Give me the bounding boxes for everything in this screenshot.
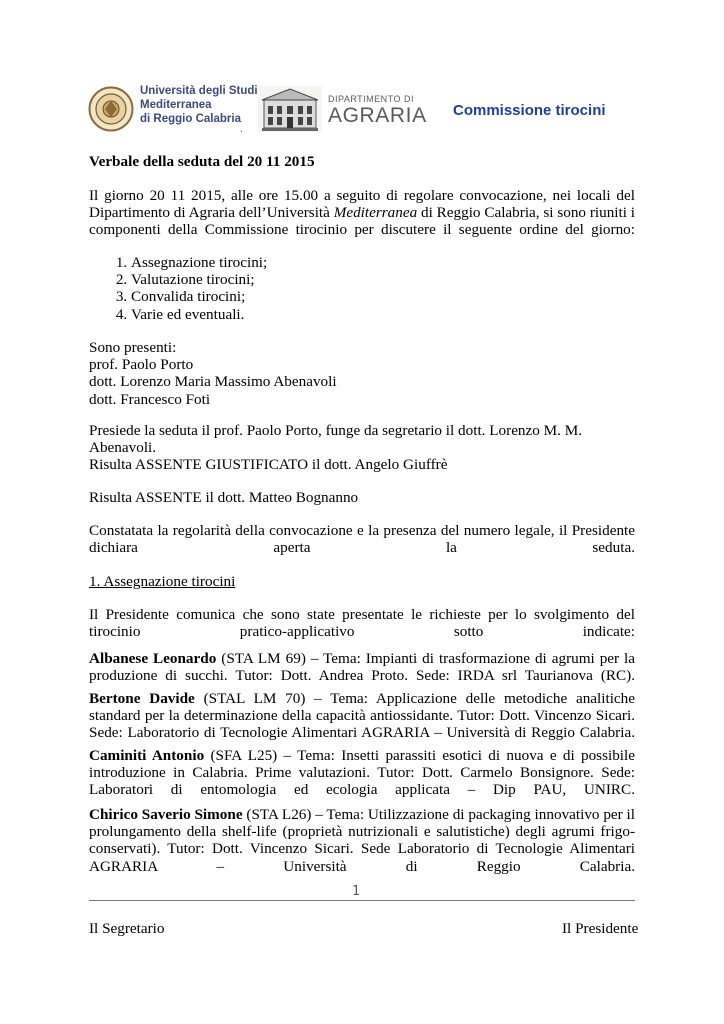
department-title: AGRARIA <box>328 104 427 127</box>
university-seal-icon <box>88 86 134 132</box>
student-name: Albanese Leonardo <box>89 650 217 667</box>
footer-divider <box>89 900 635 901</box>
university-name-line: di Reggio Calabria <box>140 113 241 125</box>
university-name-line: Università degli Studi <box>140 85 258 97</box>
university-logo <box>88 84 258 132</box>
section-intro: Il Presidente comunica che sono state presentate le richieste per lo svolgimento del tirocinio pratico-applicativo sotto indicate: <box>89 606 635 641</box>
separator-dot: . <box>240 124 243 135</box>
student-name: Caminiti Antonio <box>89 747 205 764</box>
entry-details: (STAL LM 70) – Tema: Applicazione delle metodiche analitiche standard per la determinazione della capacità antiossidante. Tutor: Dott. Vincenzo Sicari. Sede: Laboratorio di Tecnologie Alimentari AGRARIA – Università di Reggio Calabria. <box>89 690 636 742</box>
student-name: Chirico Saverio Simone <box>89 806 243 823</box>
department-label: DIPARTIMENTO DI <box>328 94 415 104</box>
present-member: dott. Francesco Foti <box>89 390 211 408</box>
intro-paragraph <box>89 187 635 256</box>
university-name-line: Mediterranea <box>140 99 212 111</box>
document-title: Verbale della seduta del 20 11 2015 <box>89 153 315 170</box>
agenda-item: 4. Varie ed eventuali. <box>131 306 267 323</box>
present-member: dott. Lorenzo Maria Massimo Abenavoli <box>89 373 337 391</box>
commission-title: Commissione tirocini <box>453 102 606 119</box>
present-block <box>89 339 635 408</box>
student-name: Bertone Davide <box>89 690 195 707</box>
agenda-item: 1. Assegnazione tirocini; <box>131 254 267 271</box>
absent-justified-statement: Risulta ASSENTE GIUSTIFICATO il dott. Angelo Giuffrè <box>89 456 448 473</box>
page-number: 1 <box>352 884 360 899</box>
intro-italic-text: Mediterranea <box>333 204 418 222</box>
chair-statement: Presiede la seduta il prof. Paolo Porto, funge da segretario il dott. Lorenzo M. M. Abenavoli. <box>89 422 583 457</box>
entry-details: (STA L26) – Tema: Utilizzazione di packaging innovativo per il prolungamento della shelf-life (proprietà nutrizionali e salutistiche) degli agrumi frigo-conservati). Tutor: Dott. Vincenzo Sicari. Sede Laboratorio di Tecnologie Alimentari AGRARIA – Università di Reggio Calabria. <box>89 806 635 875</box>
present-heading: Sono presenti: <box>89 339 177 356</box>
agenda-list <box>89 254 267 323</box>
secretary-signature-label: Il Segretario <box>89 920 165 937</box>
department-logo <box>258 86 427 132</box>
entry-details: (SFA L25) – Tema: Insetti parassiti esotici di nuova e di possibile introduzione in Calabria. Prime valutazioni. Tutor: Dott. Carmelo Bonsignore. Sede: Laboratori di entomologia ed ecologia applicata – Dip PAU, UNIRC. <box>89 747 635 799</box>
intro-text: Il giorno 20 11 2015, alle ore 15.00 a seguito di regolare convocazione, nei locali del Dipartimento di Agraria dell’Università <box>89 187 635 222</box>
department-name <box>328 94 427 128</box>
agenda-item: 2. Valutazione tirocini; <box>131 271 267 288</box>
university-name <box>140 84 258 126</box>
quorum-statement: Constatata la regolarità della convocazione e la presenza del numero legale, il Presidente dichiara aperta la seduta. <box>89 522 635 557</box>
present-member: prof. Paolo Porto <box>89 356 194 374</box>
entry-details: (STA LM 69) – Tema: Impianti di trasformazione di agrumi per la produzione di succhi. Tutor: Dott. Andrea Proto. Sede: IRDA srl Taurianova (RC). <box>89 650 635 685</box>
president-signature-label: Il Presidente <box>562 920 639 937</box>
building-icon <box>258 86 322 132</box>
agenda-item: 3. Convalida tirocini; <box>131 288 267 305</box>
intro-text: di Reggio Calabria, si sono riuniti i componenti della Commissione tirocinio per discutere il seguente ordine del giorno: <box>89 204 635 239</box>
absent-statement: Risulta ASSENTE il dott. Matteo Bognanno <box>89 489 359 506</box>
section-heading: 1. Assegnazione tirocini <box>89 573 236 590</box>
internship-entry <box>89 806 635 892</box>
